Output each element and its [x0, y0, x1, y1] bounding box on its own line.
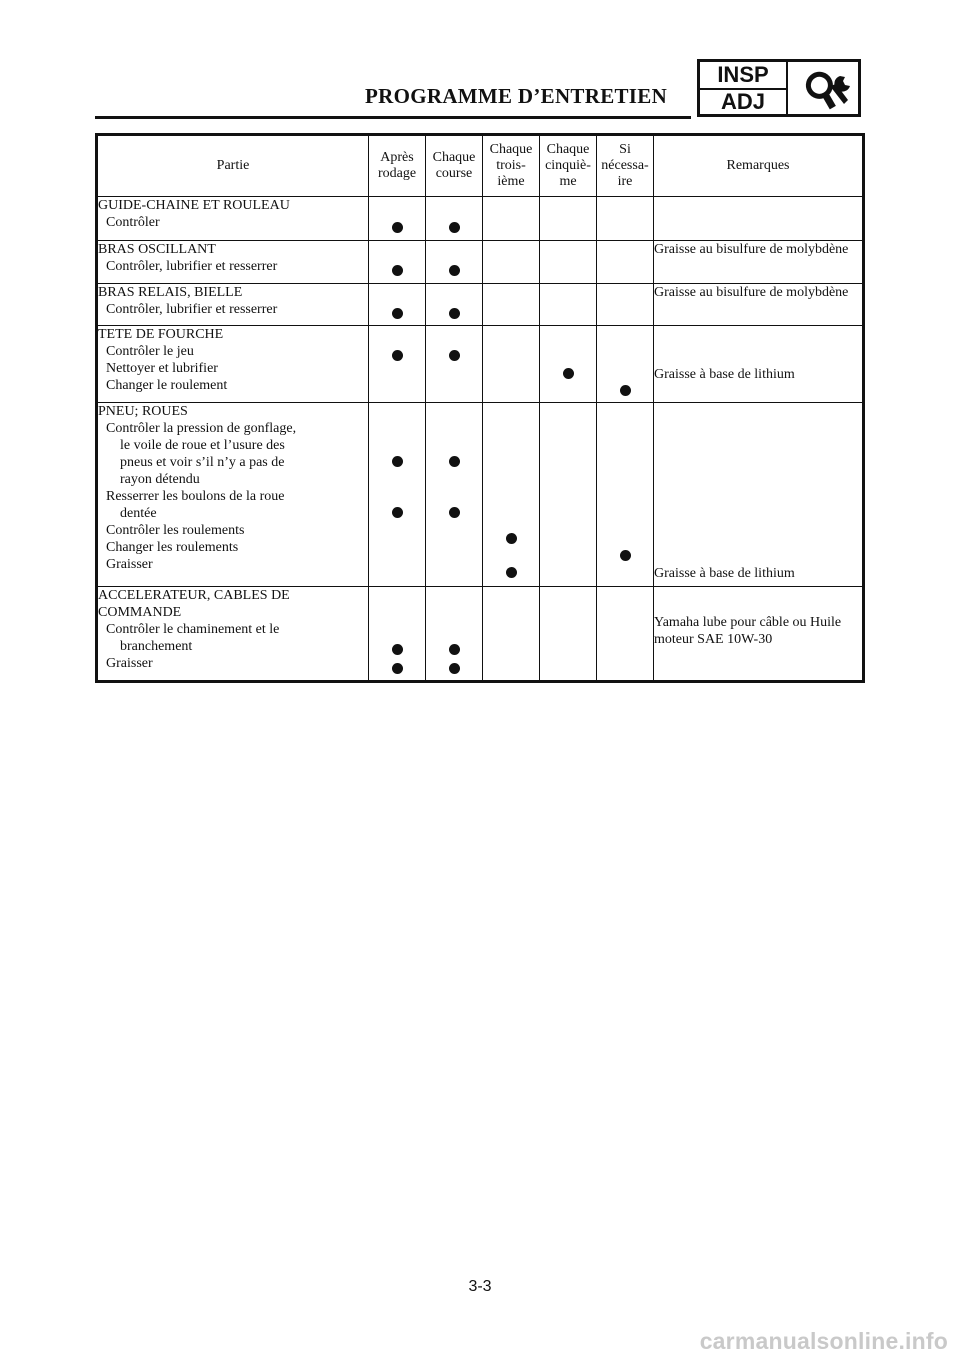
interval-cell [426, 587, 483, 682]
header-chaque-troisieme: Chaque trois- ième [483, 135, 540, 197]
remark-cell: Graisse au bisulfure de molybdène [654, 284, 864, 326]
remark-cell: Graisse au bisulfure de molybdène [654, 241, 864, 284]
part-cell [97, 284, 369, 326]
interval-cell [540, 587, 597, 682]
part-item: Contrôler, lubrifier et resserrer [106, 259, 278, 274]
check-dot [620, 550, 631, 561]
interval-cell [369, 284, 426, 326]
interval-cell [369, 197, 426, 241]
magnifier-wrench-icon [796, 66, 854, 112]
part-item: Contrôler les roulements [106, 523, 245, 538]
interval-cell [540, 326, 597, 403]
interval-cell [597, 326, 654, 403]
check-dot [392, 222, 403, 233]
badge-adj-label: ADJ [720, 89, 765, 114]
check-dot [506, 533, 517, 544]
part-cell [97, 197, 369, 241]
title-underline [95, 116, 691, 119]
part-heading-continued: COMMANDE [98, 605, 182, 620]
part-item: Contrôler la pression de gonflage, [106, 421, 297, 436]
part-item: Changer les roulements [106, 540, 239, 555]
watermark-text: carmanualsonline.info [699, 1328, 948, 1354]
part-heading: TETE DE FOURCHE [98, 327, 224, 342]
remark-cell [654, 587, 864, 682]
part-heading: GUIDE-CHAINE ET ROULEAU [98, 198, 290, 213]
interval-cell [597, 241, 654, 284]
check-dot [449, 308, 460, 319]
part-item: Changer le roulement [106, 378, 228, 393]
check-dot [392, 507, 403, 518]
check-dot [449, 663, 460, 674]
part-heading: BRAS RELAIS, BIELLE [98, 285, 243, 300]
page-number: 3-3 [468, 1278, 492, 1295]
part-heading: ACCELERATEUR, CABLES DE [98, 588, 290, 603]
remark-cell [654, 326, 864, 403]
page-title: PROGRAMME D’ENTRETIEN [365, 84, 668, 108]
part-item-continued: rayon détendu [120, 472, 200, 487]
table-header-row [97, 135, 864, 197]
interval-cell [369, 241, 426, 284]
interval-cell [540, 241, 597, 284]
check-dot [449, 265, 460, 276]
part-item: Nettoyer et lubrifier [106, 361, 218, 376]
maintenance-schedule-table [95, 133, 865, 683]
check-dot [392, 308, 403, 319]
check-dot [392, 456, 403, 467]
interval-cell [426, 241, 483, 284]
header-partie: Partie [97, 135, 369, 197]
interval-cell [597, 197, 654, 241]
badge-text-panel [700, 62, 788, 114]
interval-cell [483, 241, 540, 284]
check-dot [449, 350, 460, 361]
remark-text: Graisse à base de lithium [654, 367, 795, 382]
part-item: Resserrer les boulons de la roue [106, 489, 285, 504]
interval-cell [483, 587, 540, 682]
table-row [97, 241, 864, 284]
remark-cell [654, 403, 864, 587]
part-heading: BRAS OSCILLANT [98, 242, 216, 257]
remark-text: Yamaha lube pour câble ou Huile moteur SAE 10W-30 [654, 615, 842, 647]
check-dot [449, 222, 460, 233]
interval-cell [369, 403, 426, 587]
interval-cell [540, 284, 597, 326]
interval-cell [426, 326, 483, 403]
part-cell [97, 587, 369, 682]
check-dot [449, 644, 460, 655]
part-cell [97, 241, 369, 284]
check-dot [620, 385, 631, 396]
table-row [97, 403, 864, 587]
part-cell [97, 326, 369, 403]
header-si-necessaire: Si nécessa- ire [597, 135, 654, 197]
check-dot [449, 456, 460, 467]
part-item: Graisser [106, 656, 153, 671]
header-chaque-course: Chaque course [426, 135, 483, 197]
part-item-continued: pneus et voir s’il n’y a pas de [120, 455, 285, 470]
interval-cell [597, 284, 654, 326]
interval-cell [483, 197, 540, 241]
remark-cell [654, 197, 864, 241]
table-row [97, 587, 864, 682]
interval-cell [426, 403, 483, 587]
part-item-continued: branchement [120, 639, 193, 654]
badge-insp-label: INSP [717, 62, 769, 87]
interval-cell [540, 403, 597, 587]
header-remarques: Remarques [654, 135, 864, 197]
interval-cell [483, 403, 540, 587]
interval-cell [597, 403, 654, 587]
part-item: Contrôler le jeu [106, 344, 194, 359]
interval-cell [483, 284, 540, 326]
insp-adj-badge [697, 59, 861, 117]
part-item: Contrôler, lubrifier et resserrer [106, 302, 278, 317]
part-item-continued: le voile de roue et l’usure des [120, 438, 285, 453]
check-dot [506, 567, 517, 578]
remark-text: Graisse à base de lithium [654, 566, 795, 581]
check-dot [392, 663, 403, 674]
table-row [97, 197, 864, 241]
part-cell [97, 403, 369, 587]
check-dot [392, 265, 403, 276]
header-apres-rodage: Après rodage [369, 135, 426, 197]
interval-cell [426, 284, 483, 326]
interval-cell [597, 587, 654, 682]
interval-cell [483, 326, 540, 403]
part-item-continued: dentée [120, 506, 157, 521]
part-item: Graisser [106, 557, 153, 572]
header-chaque-cinquieme: Chaque cinquiè- me [540, 135, 597, 197]
part-heading: PNEU; ROUES [98, 404, 188, 419]
interval-cell [369, 587, 426, 682]
table-row [97, 326, 864, 403]
interval-cell [369, 326, 426, 403]
check-dot [392, 644, 403, 655]
table-row [97, 284, 864, 326]
interval-cell [540, 197, 597, 241]
part-item: Contrôler le chaminement et le [106, 622, 280, 637]
part-item: Contrôler [106, 215, 160, 230]
check-dot [449, 507, 460, 518]
check-dot [563, 368, 574, 379]
check-dot [392, 350, 403, 361]
interval-cell [426, 197, 483, 241]
